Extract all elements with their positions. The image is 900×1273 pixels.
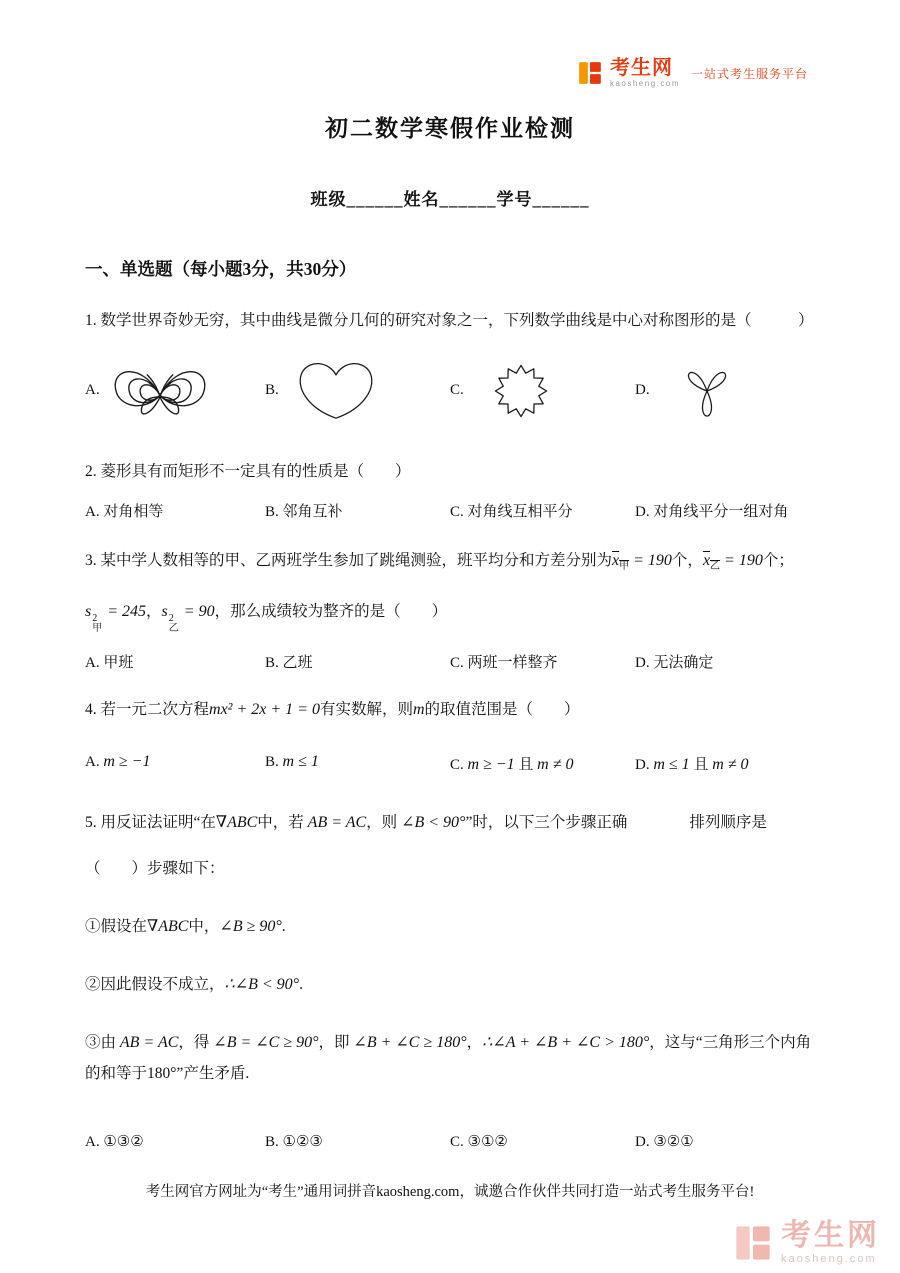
question-5 (85, 808, 815, 1151)
q2-option-a: A. 对角相等 (85, 504, 164, 521)
question-3-options (85, 651, 815, 672)
section-heading: 一、单选题（每小题3分，共30分） (85, 259, 357, 279)
brand-name: 考生网 (609, 57, 673, 79)
variable-m: m (412, 700, 425, 718)
watermark-logo-icon (733, 1223, 773, 1263)
question-2-text: 2. 菱形具有而矩形不一定具有的性质是（ ） (85, 462, 411, 480)
q1-option-c-label: C. (450, 382, 464, 399)
variance-formula-jia: s 2 甲 = 245 (85, 603, 147, 635)
question-5-text: 5. 用反证法证明“在∇ABC中，若 AB = AC，则 ∠B < 90°”时，以下三个步骤正确 排列顺序是 (85, 813, 767, 831)
q5-option-c: C. ③①② (450, 1134, 508, 1151)
question-4-text: 4. 若一元二次方程mx² + 2x + 1 = 0有实数解，则m的取值范围是（ ） (85, 700, 580, 718)
question-4 (85, 692, 815, 774)
q5-step-1: ①假设在∇ABC中，∠B ≥ 90°. (85, 917, 286, 935)
question-4-options (85, 753, 815, 774)
q1-option-c (450, 356, 635, 426)
q5-option-b: B. ①②③ (265, 1134, 323, 1151)
question-2-options (85, 500, 815, 521)
mean-formula-yi: $x_乙 = 190$ (702, 552, 763, 573)
q2-option-c: C. 对角线互相平分 (450, 504, 573, 521)
watermark-text (781, 1221, 880, 1265)
q1-option-a (85, 352, 265, 430)
q5-step-3: ③由 AB = AC，得 ∠B = ∠C ≥ 90°，即 ∠B + ∠C ≥ 180°，∴∠A + ∠B + ∠C > 180°，这与“三角形三个内角的和等于180°”产生矛盾. (85, 1034, 812, 1082)
page-title: 初二数学寒假作业检测 (325, 116, 575, 141)
q1-option-d-label: D. (635, 382, 650, 399)
watermark-logo (733, 1221, 880, 1265)
watermark-domain: kaosheng.com (781, 1253, 877, 1265)
q5-step-2: ②因此假设不成立，∴∠B < 90°. (85, 975, 303, 993)
watermark-name: 考生网 (781, 1219, 880, 1252)
q5-option-d: D. ③②① (635, 1134, 694, 1151)
butterfly-curve-icon (109, 352, 211, 430)
question-3 (85, 543, 815, 671)
site-brand-header (577, 58, 808, 88)
q3-option-a: A. 甲班 (85, 654, 134, 671)
q2-option-d: D. 对角线平分一组对角 (635, 504, 789, 521)
question-2 (85, 458, 815, 522)
q1-option-d (635, 354, 815, 428)
q3-option-c: C. 两班一样整齐 (450, 654, 558, 671)
q1-option-a-label: A. (85, 382, 100, 399)
q3-option-b: B. 乙班 (265, 654, 313, 671)
brand-tagline: 一站式考生服务平台 (690, 66, 808, 81)
kaosheng-logo-icon (577, 60, 603, 86)
q5-option-a: A. ①③② (85, 1134, 144, 1151)
question-3-text: 3. 某中学人数相等的甲、乙两班学生参加了跳绳测验，班平均分和方差分别为$x_甲 = 190$个，$x_乙 = 190$个； (85, 552, 794, 573)
q4-option-c: C. m ≥ −1 且 m ≠ 0 (450, 755, 574, 773)
q4-option-a: A. m ≥ −1 (85, 752, 151, 770)
question-5-text-line2: （ ）步骤如下： (85, 860, 225, 878)
snowflake-curve-icon (473, 356, 569, 426)
question-1-options (85, 348, 815, 434)
q1-option-b-label: B. (265, 382, 279, 399)
question-5-options (85, 1132, 815, 1151)
question-1-text: 1. 数学世界奇妙无穷，其中曲线是微分几何的研究对象之一，下列数学曲线是中心对称图形的是（ ） (85, 312, 814, 329)
q2-option-b: B. 邻角互补 (265, 504, 343, 521)
q1-option-b (265, 355, 450, 427)
cardioid-curve-icon (288, 355, 384, 427)
mean-formula-jia: $x_甲 = 190$ (612, 552, 672, 573)
brand-text (610, 58, 680, 88)
q4-option-b: B. m ≤ 1 (265, 752, 319, 770)
question-3-text-line2: s 2 甲 = 245，s 2 乙 = 90，那么成绩较为整齐的是（ ） (85, 603, 448, 635)
variance-formula-yi: s 2 乙 = 90 (161, 603, 215, 635)
q4-option-d: D. m ≤ 1 且 m ≠ 0 (635, 755, 749, 773)
quadratic-equation: mx² + 2x + 1 = 0 (209, 700, 320, 718)
q3-option-d: D. 无法确定 (635, 654, 714, 671)
student-info-fields: 班级______姓名______学号______ (310, 190, 590, 209)
footer-note: 考生网官方网址为“考生”通用词拼音kaosheng.com，诚邀合作伙伴共同打造一站式考生服务平台! (145, 1184, 755, 1200)
question-1 (85, 307, 815, 434)
brand-domain: kaosheng.com (609, 79, 680, 88)
rose-curve-icon (659, 354, 755, 428)
